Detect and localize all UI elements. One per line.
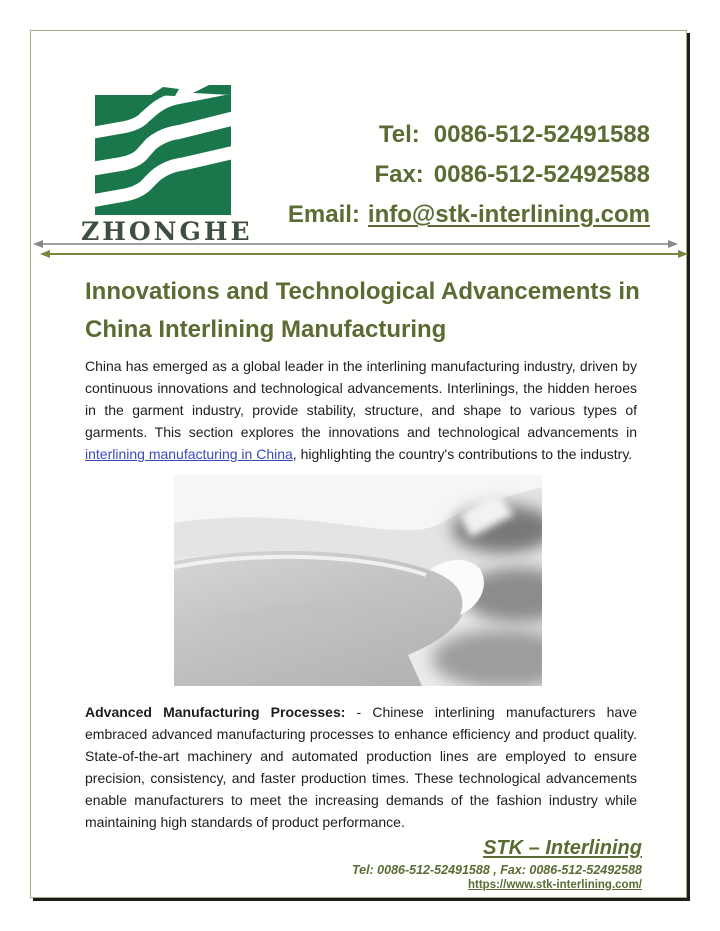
email-link[interactable]: info@stk-interlining.com [367, 201, 650, 228]
advanced-text: - Chinese interlining manufacturers have embraced advanced manufacturing processes to enhance efficiency and product quality. State-of-the-art machinery and automated production lines are employed to ensure precision, consistency, and faster production times. These technological advancements enable manufacturers to meet the increasing demands of the fashion industry while maintaining high standards of product performance. [85, 704, 637, 831]
tel-value: 0086-512-52491588 [433, 121, 650, 148]
footer-url-link[interactable]: https://www.stk-interlining.com/ [468, 879, 642, 891]
intro-paragraph [85, 355, 637, 465]
page-frame [30, 30, 687, 898]
intro-text-before: China has emerged as a global leader in the interlining manufacturing industry, driven by continuous innovations and technological advancements. Interlinings, the hidden heroes in the garment industry, provide stability, structure, and shape to various types of garments. This section explores the innovations and technological advancements in [85, 358, 637, 441]
fax-value: 0086-512-52492588 [433, 161, 650, 188]
zhonghe-logo [81, 85, 253, 246]
tel-label: Tel: [378, 121, 420, 148]
advanced-lead-bold: Advanced Manufacturing Processes: [85, 704, 346, 720]
email-label: Email: [287, 201, 360, 228]
tel-line [288, 115, 650, 155]
page-title: Innovations and Technological Advancements in China Interlining Manufacturing [85, 278, 640, 343]
advanced-paragraph [85, 701, 637, 834]
footer-telfax: Tel: 0086-512-52491588 , Fax: 0086-512-52492588 [351, 863, 642, 877]
interlining-china-link[interactable]: interlining manufacturing in China [85, 446, 293, 463]
fabric-rolls-photo [174, 475, 542, 686]
olive-arrow-line [40, 250, 688, 258]
email-line [288, 195, 650, 235]
gray-arrow-line [33, 240, 678, 248]
logo-brand-text: ZHONGHE [81, 217, 253, 246]
divider-arrows [31, 237, 689, 263]
fax-line [288, 155, 650, 195]
footer-block [352, 837, 642, 891]
footer-company: STK – Interlining [483, 837, 642, 859]
fax-label: Fax: [374, 161, 424, 188]
zhonghe-logo-icon [95, 85, 231, 215]
contact-block [288, 115, 650, 235]
intro-text-after: , highlighting the country's contributions to the industry. [292, 446, 633, 463]
